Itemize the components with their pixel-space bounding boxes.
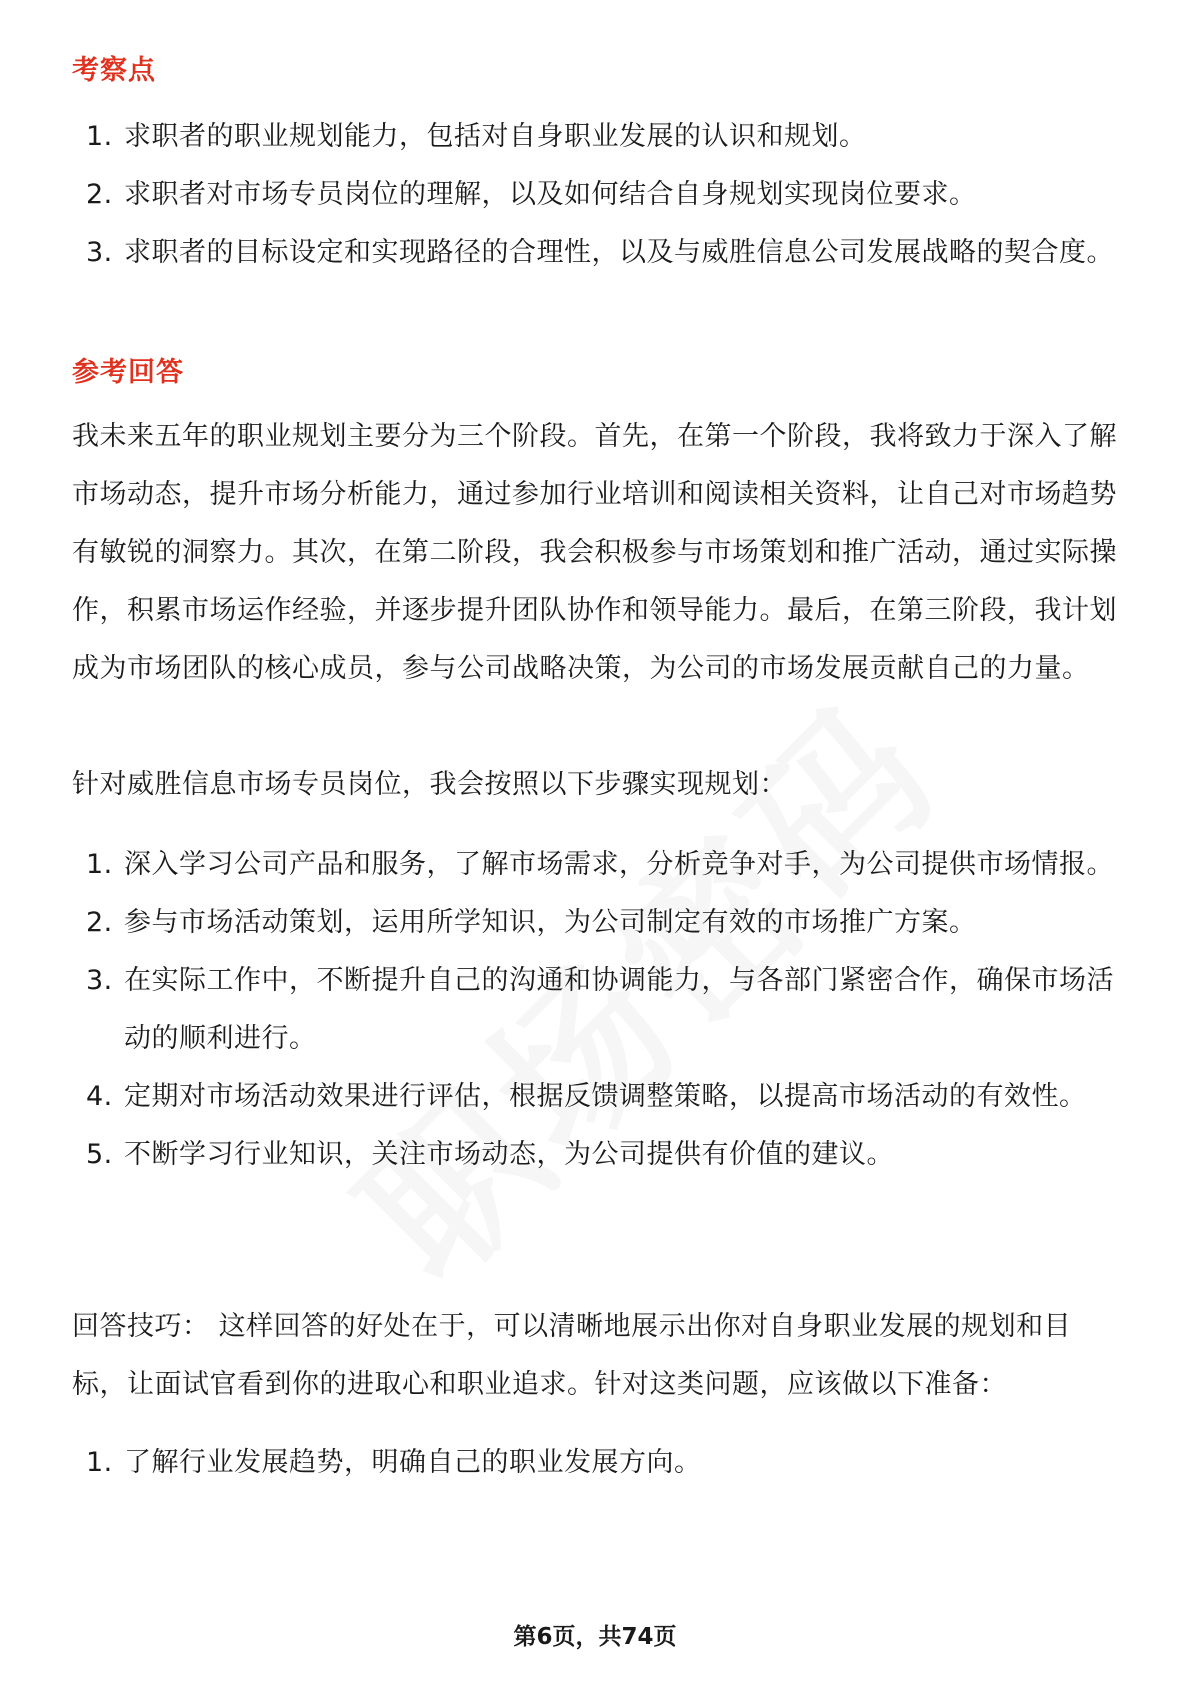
list-text: 求职者的目标设定和实现路径的合理性，以及与威胜信息公司发展战略的契合度。	[124, 237, 1114, 268]
page-footer: 第6页，共74页	[513, 1624, 677, 1650]
list-text: 了解行业发展趋势，明确自己的职业发展方向。	[124, 1447, 702, 1478]
steps-list	[72, 836, 1122, 1184]
answer-heading: 参考回答	[72, 357, 184, 388]
list-item	[72, 1068, 1122, 1126]
list-item	[72, 108, 1122, 166]
list-number: 1.	[86, 121, 113, 152]
prep-list	[72, 1434, 1122, 1492]
list-item	[72, 1126, 1122, 1184]
list-number: 1.	[86, 849, 113, 880]
list-number: 3.	[86, 965, 113, 996]
list-item	[72, 224, 1122, 282]
list-number: 5.	[86, 1139, 113, 1170]
list-text: 定期对市场活动效果进行评估，根据反馈调整策略，以提高市场活动的有效性。	[124, 1081, 1087, 1112]
list-number: 4.	[86, 1081, 113, 1112]
list-item	[72, 1434, 1122, 1492]
focus-list	[72, 108, 1122, 282]
list-number: 2.	[86, 907, 113, 938]
list-item	[72, 836, 1122, 894]
list-text: 不断学习行业知识，关注市场动态，为公司提供有价值的建议。	[124, 1139, 894, 1170]
tips-paragraph: 回答技巧： 这样回答的好处在于，可以清晰地展示出你对自身职业发展的规划和目标，让面试官看到你的进取心和职业追求。针对这类问题，应该做以下准备：	[72, 1311, 1072, 1400]
list-number: 1.	[86, 1447, 113, 1478]
list-text: 参与市场活动策划，运用所学知识，为公司制定有效的市场推广方案。	[124, 907, 977, 938]
list-text: 深入学习公司产品和服务，了解市场需求，分析竞争对手，为公司提供市场情报。	[124, 849, 1114, 880]
focus-heading: 考察点	[72, 55, 156, 86]
list-item	[72, 894, 1122, 952]
list-text: 求职者对市场专员岗位的理解，以及如何结合自身规划实现岗位要求。	[124, 179, 977, 210]
answer-paragraph: 我未来五年的职业规划主要分为三个阶段。首先，在第一个阶段，我将致力于深入了解市场动态，提升市场分析能力，通过参加行业培训和阅读相关资料，让自己对市场趋势有敏锐的洞察力。其次，在第二阶段，我会积极参与市场策划和推广活动，通过实际操作，积累市场运作经验，并逐步提升团队协作和领导能力。最后，在第三阶段，我计划成为市场团队的核心成员，参与公司战略决策，为公司的市场发展贡献自己的力量。	[72, 421, 1117, 684]
answer-intro-paragraph: 针对威胜信息市场专员岗位，我会按照以下步骤实现规划：	[72, 769, 787, 800]
list-item	[72, 166, 1122, 224]
list-number: 3.	[86, 237, 113, 268]
list-number: 2.	[86, 179, 113, 210]
list-text: 在实际工作中，不断提升自己的沟通和协调能力，与各部门紧密合作，确保市场活动的顺利进行。	[124, 965, 1114, 1054]
list-item	[72, 952, 1122, 1068]
list-text: 求职者的职业规划能力，包括对自身职业发展的认识和规划。	[124, 121, 867, 152]
